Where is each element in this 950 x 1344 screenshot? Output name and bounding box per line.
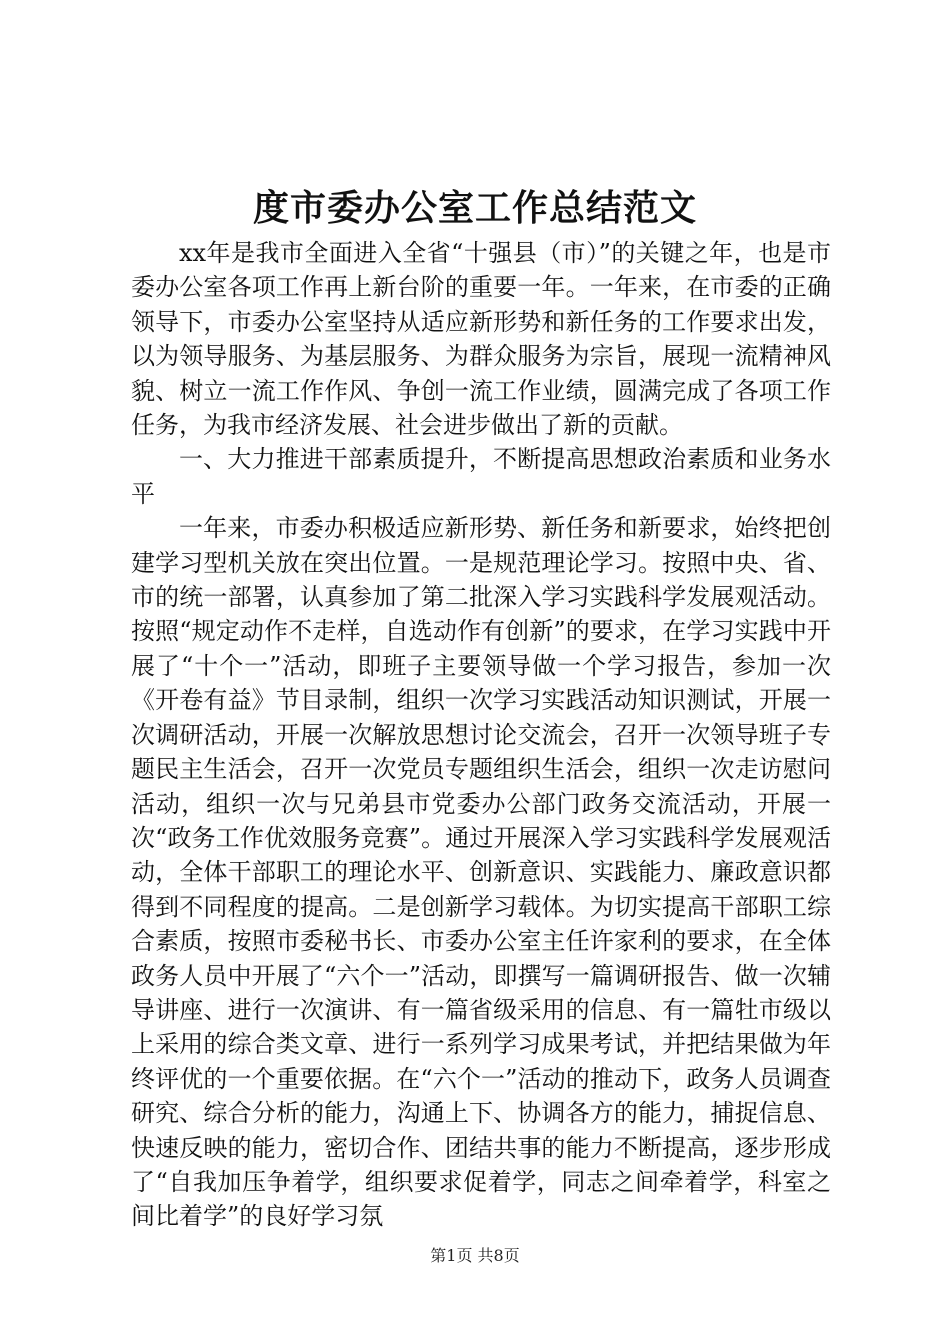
document-body (131, 236, 831, 1234)
document-title: 度市委办公室工作总结范文 (252, 187, 697, 229)
page-number-footer: 第1页 共8页 (430, 1246, 520, 1265)
paragraph-intro: xx年是我市全面进入全省“十强县（市）”的关键之年，也是市委办公室各项工作再上新台阶的重要一年。一年来，在市委的正确领导下，市委办公室坚持从适应新形势和新任务的工作要求出发，以为领导服务、为基层服务、为群众服务为宗旨，展现一流精神风貌、树立一流工作作风、争创一流工作业绩，圆满完成了各项工作任务，为我市经济发展、社会进步做出了新的贡献。 (131, 239, 831, 440)
paragraph-section-one: 一年来，市委办积极适应新形势、新任务和新要求，始终把创建学习型机关放在突出位置。一是规范理论学习。按照中央、省、市的统一部署，认真参加了第二批深入学习实践科学发展观活动。按照“规定动作不走样，自选动作有创新”的要求，在学习实践中开展了“十个一”活动，即班子主要领导做一个学习报告，参加一次《开卷有益》节目录制，组织一次学习实践活动知识测试，开展一次调研活动，开展一次解放思想讨论交流会，召开一次领导班子专题民主生活会，召开一次党员专题组织生活会，组织一次走访慰问活动，组织一次与兄弟县市党委办公部门政务交流活动，开展一次“政务工作优效服务竞赛”。通过开展深入学习实践科学发展观活动，全体干部职工的理论水平、创新意识、实践能力、廉政意识都得到不同程度的提高。二是创新学习载体。为切实提高干部职工综合素质，按照市委秘书长、市委办公室主任许家利的要求，在全体政务人员中开展了“六个一”活动，即撰写一篇调研报告、做一次辅导讲座、进行一次演讲、有一篇省级采用的信息、有一篇牡市级以上采用的综合类文章、进行一系列学习成果考试，并把结果做为年终评优的一个重要依据。在“六个一”活动的推动下，政务人员调查研究、综合分析的能力，沟通上下、协调各方的能力，捕捉信息、快速反映的能力，密切合作、团结共事的能力不断提高，逐步形成了“自我加压争着学，组织要求促着学，同志之间牵着学，科室之间比着学”的良好学习氛 (131, 514, 831, 1231)
section-heading: 一、大力推进干部素质提升，不断提高思想政治素质和业务水平 (131, 445, 831, 508)
